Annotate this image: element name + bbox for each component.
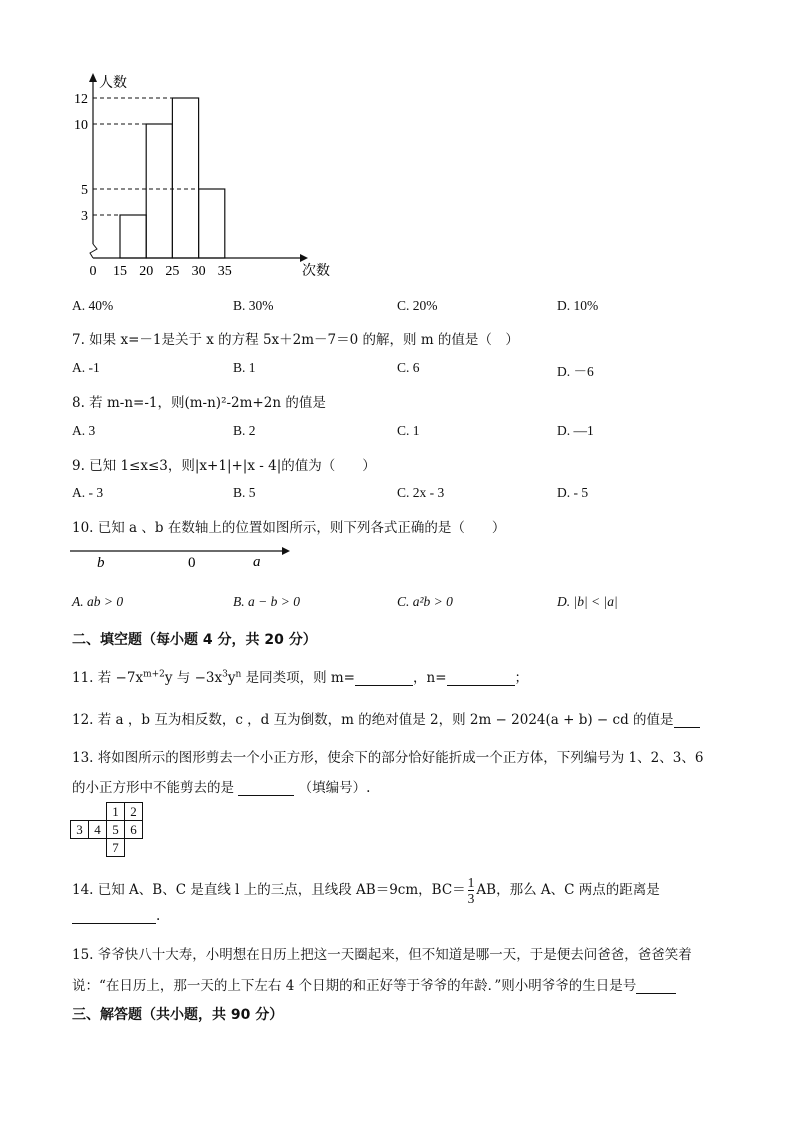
q7-option-a[interactable]: A. -1 — [72, 360, 100, 375]
q11-prefix: 11. 若 −7x — [72, 670, 144, 686]
bar-30-35 — [199, 189, 225, 258]
q11-after: 是同类项，则 m= — [241, 670, 355, 686]
x-tick-20: 20 — [139, 264, 154, 279]
x-axis-label: 次数 — [302, 264, 330, 279]
q7-option-c[interactable]: C. 6 — [397, 360, 420, 375]
q11-n-label: ，n= — [413, 670, 447, 686]
x-tick-15: 15 — [113, 264, 127, 279]
q14-fraction — [468, 875, 475, 906]
q8-option-d[interactable]: D. —1 — [557, 423, 594, 438]
y-tick-10: 10 — [74, 118, 88, 133]
number-line — [70, 540, 300, 570]
q10-option-b[interactable]: B. a − b > 0 — [233, 594, 300, 609]
net-cell-5: 5 — [107, 821, 125, 839]
net-cell-7: 7 — [107, 839, 125, 857]
y-tick-5: 5 — [81, 183, 88, 198]
q11-m-blank[interactable] — [355, 671, 413, 686]
x-tick-35: 35 — [217, 264, 232, 279]
q11-mid2: y — [227, 670, 236, 686]
q12-line — [72, 708, 700, 728]
q14-blank[interactable] — [72, 909, 156, 924]
q13-line-2 — [72, 776, 370, 796]
chart-root — [74, 73, 330, 279]
q9-option-c[interactable]: C. 2x - 3 — [397, 485, 445, 500]
q11-mid: y 与 −3x — [164, 670, 223, 686]
q11-n-blank[interactable] — [447, 671, 515, 686]
number-line-label-0: 0 — [188, 555, 196, 570]
y-axis-label: 人数 — [99, 76, 127, 91]
q12-blank[interactable] — [674, 713, 700, 728]
number-line-label-b: b — [97, 555, 105, 570]
y-tick-12: 12 — [74, 92, 88, 107]
net-cell-1: 1 — [107, 803, 125, 821]
q8-option-c[interactable]: C. 1 — [397, 423, 420, 438]
q13-line-1: 13. 将如图所示的图形剪去一个小正方形，使余下的部分恰好能折成一个正方体，下列编号为 1、2、3、6 — [72, 750, 704, 766]
q11-exp-2: 3 — [222, 669, 228, 680]
y-tick-3: 3 — [81, 209, 88, 224]
net-cell-4: 4 — [89, 821, 107, 839]
q7-option-b[interactable]: B. 1 — [233, 360, 256, 375]
q10-option-a[interactable]: A. ab > 0 — [72, 594, 124, 609]
q11-exp-1: m+2 — [143, 669, 165, 680]
q13-line-2a: 的小正方形中不能剪去的是 — [72, 780, 234, 796]
q9-option-d[interactable]: D. - 5 — [557, 485, 589, 500]
q14-frac-num: 1 — [467, 875, 475, 890]
q14-answer-line[interactable] — [72, 908, 160, 924]
bar-20-25 — [146, 124, 172, 258]
q13-blank[interactable] — [238, 781, 294, 796]
q8-option-b[interactable]: B. 2 — [233, 423, 256, 438]
section-2-title: 二、填空题（每小题 4 分，共 20 分） — [72, 632, 317, 648]
q11-end: ； — [514, 670, 529, 686]
q6-option-b[interactable]: B. 30% — [233, 298, 274, 313]
bar-25-30 — [172, 98, 198, 258]
x-tick-25: 25 — [165, 264, 180, 279]
x-tick-0: 0 — [89, 264, 97, 279]
cube-net — [70, 802, 143, 857]
q14-text-a: 14. 已知 A、B、C 是直线 l 上的三点，且线段 AB＝9cm，BC＝ — [72, 882, 466, 898]
q14-period: . — [156, 908, 161, 924]
y-axis-arrow — [89, 73, 97, 82]
y-axis-break — [90, 244, 97, 258]
q15-line-2 — [72, 974, 676, 994]
q15-line-2-text: 说：“在日历上，那一天的上下左右 4 个日期的和正好等于爷爷的年龄．”则小明爷爷的生日是号 — [72, 978, 637, 994]
q9-option-a[interactable]: A. - 3 — [72, 485, 104, 500]
bar-15-20 — [120, 215, 146, 258]
x-axis-arrow — [300, 254, 308, 262]
q10-stem: 10. 已知 a 、b 在数轴上的位置如图所示，则下列各式正确的是（ ） — [72, 520, 506, 536]
q14-frac-den: 3 — [467, 891, 475, 906]
number-line-arrow — [282, 547, 290, 555]
net-cell-3: 3 — [71, 821, 89, 839]
q11-line — [72, 666, 528, 686]
q6-option-a[interactable]: A. 40% — [72, 298, 114, 313]
q13-line-2b: （填编号）. — [298, 780, 371, 796]
net-cell-6: 6 — [125, 821, 143, 839]
q7-stem: 7. 如果 x=－1是关于 x 的方程 5x＋2m－7＝0 的解，则 m 的值是（ ） — [72, 332, 519, 348]
q15-line-1: 15. 爷爷快八十大寿，小明想在日历上把这一天圈起来，但不知道是哪一天，于是便去问爸爸，爸爸笑着 — [72, 947, 692, 963]
q11-exp-3: n — [235, 669, 242, 680]
q10-option-c[interactable]: C. a²b > 0 — [397, 594, 453, 609]
q14-line — [72, 875, 660, 906]
q14-text-b: AB，那么 A、C 两点的距离是 — [476, 882, 660, 898]
net-cell-2: 2 — [125, 803, 143, 821]
q8-stem: 8. 若 m-n=-1，则(m-n)²-2m+2n 的值是 — [72, 395, 326, 411]
q15-blank[interactable] — [636, 979, 676, 994]
q9-option-b[interactable]: B. 5 — [233, 485, 256, 500]
histogram-chart — [60, 68, 360, 283]
q6-option-c[interactable]: C. 20% — [397, 298, 438, 313]
x-tick-30: 30 — [191, 264, 206, 279]
q9-stem: 9. 已知 1≤x≤3，则|x+1|+|x - 4|的值为（ ） — [72, 458, 376, 474]
q10-option-d[interactable]: D. |b| < |a| — [557, 594, 618, 609]
section-3-title: 三、解答题（共小题，共 90 分） — [72, 1007, 284, 1023]
number-line-label-a: a — [253, 554, 261, 570]
q12-text: 12. 若 a ，b 互为相反数，c ，d 互为倒数，m 的绝对值是 2，则 2m − 2024(a + b) − cd 的值是 — [72, 712, 674, 728]
q6-option-d[interactable]: D. 10% — [557, 298, 599, 313]
q8-option-a[interactable]: A. 3 — [72, 423, 96, 438]
q7-option-d[interactable]: D. －6 — [557, 364, 594, 379]
